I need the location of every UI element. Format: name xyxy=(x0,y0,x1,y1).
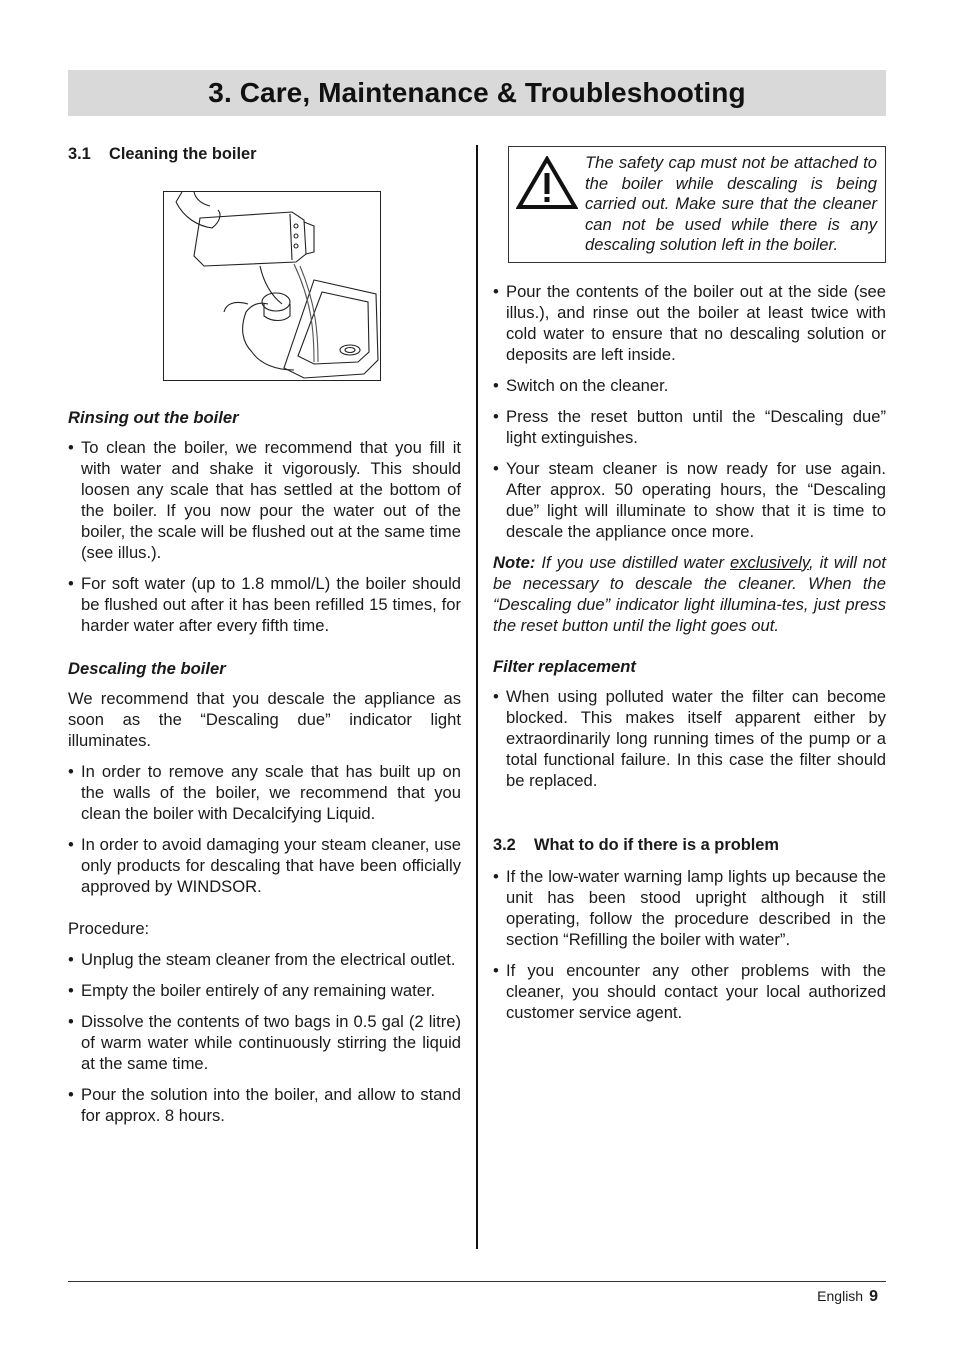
subheading-descaling: Descaling the boiler xyxy=(68,659,226,678)
section-heading-3-2 xyxy=(493,835,886,856)
footer-rule xyxy=(68,1281,886,1282)
descaling-intro: We recommend that you descale the appliance as soon as the “Descaling due” indicator light illuminates. xyxy=(68,689,461,750)
list-item: • Pour the contents of the boiler out at the side (see illus.), and rinse out the boiler at least twice with cold water to ensure that no descaling solution or deposits are left inside. xyxy=(493,281,886,365)
section-number: 3.1 xyxy=(68,145,91,163)
warning-triangle-icon xyxy=(516,156,578,210)
list-item: • In order to remove any scale that has built up on the walls of the boiler, we recommend that you clean the boiler with Decalcifying Liquid. xyxy=(68,761,461,824)
list-item: • Your steam cleaner is now ready for use again. After approx. 50 operating hours, the “Descaling due” light will illuminate to show that it is time to descale the appliance once more. xyxy=(493,458,886,542)
warning-box xyxy=(508,146,886,263)
rinsing-list xyxy=(68,437,461,636)
list-item: • Dissolve the contents of two bags in 0.5 gal (2 litre) of warm water while continuously stirring the liquid at the same time. xyxy=(68,1011,461,1074)
list-item: • If the low-water warning lamp lights up because the unit has been stood upright although it still operating, follow the procedure described in the section “Refilling the boiler with water”. xyxy=(493,866,886,950)
section-number: 3.2 xyxy=(493,835,516,854)
warning-text: The safety cap must not be attached to the boiler while descaling is being carried out. Make sure that the cleaner can not be used while there is any descaling solution left in the boiler. xyxy=(585,153,877,254)
steps-list xyxy=(493,281,886,542)
note-label: Note: xyxy=(493,552,536,572)
section-title: Cleaning the boiler xyxy=(109,145,257,163)
boiler-pouring-drawing xyxy=(164,192,380,380)
descaling-list xyxy=(68,761,461,897)
list-item: • Empty the boiler entirely of any remaining water. xyxy=(68,980,461,1001)
note-emphasis: exclusively xyxy=(730,552,809,572)
section-title: What to do if there is a problem xyxy=(534,835,779,854)
list-item: • For soft water (up to 1.8 mmol/L) the boiler should be flushed out after it has been refilled 15 times, for harder water after every fifth time. xyxy=(68,573,461,636)
list-item: • To clean the boiler, we recommend that you fill it with water and shake it vigorously. This should loosen any scale that has settled at the bottom of the boiler. If you now pour the water out of the boiler, the scale will be flushed out at the same time (see illus.). xyxy=(68,437,461,563)
note-pre: If you use distilled water xyxy=(541,552,724,572)
list-item: • In order to avoid damaging your steam cleaner, use only products for descaling that have been officially approved by WINDSOR. xyxy=(68,834,461,897)
list-item: • When using polluted water the filter can become blocked. This makes itself apparent either by extraordinarily long running times of the pump or a total functional failure. In this case the filter should be replaced. xyxy=(493,686,886,791)
list-item: • If you encounter any other problems with the cleaner, you should contact your local authorized customer service agent. xyxy=(493,960,886,1023)
column-divider xyxy=(476,145,478,1249)
list-item: • Press the reset button until the “Descaling due” light extinguishes. xyxy=(493,406,886,448)
problem-list xyxy=(493,866,886,1023)
list-item: • Pour the solution into the boiler, and allow to stand for approx. 8 hours. xyxy=(68,1084,461,1126)
note-paragraph xyxy=(493,552,886,636)
section-heading-3-1 xyxy=(68,144,461,165)
page-number: 9 xyxy=(869,1288,878,1305)
right-column xyxy=(493,140,886,1033)
boiler-pouring-illustration xyxy=(163,191,381,381)
note-post: , it will not be necessary to descale the cleaner. When the “Descaling due” indicator light illumina-tes, just press the reset button until the light goes out. xyxy=(493,552,886,635)
subheading-rinsing: Rinsing out the boiler xyxy=(68,408,239,427)
list-item: • Unplug the steam cleaner from the electrical outlet. xyxy=(68,949,461,970)
page-title: 3. Care, Maintenance & Troubleshooting xyxy=(208,77,746,108)
procedure-list xyxy=(68,949,461,1126)
filter-list xyxy=(493,686,886,791)
footer-language: English xyxy=(817,1288,864,1304)
subheading-filter: Filter replacement xyxy=(493,656,636,676)
title-bar xyxy=(68,70,886,116)
procedure-label: Procedure: xyxy=(68,919,150,938)
left-column xyxy=(68,140,461,1136)
footer xyxy=(817,1288,878,1306)
list-item: • Switch on the cleaner. xyxy=(493,375,886,396)
